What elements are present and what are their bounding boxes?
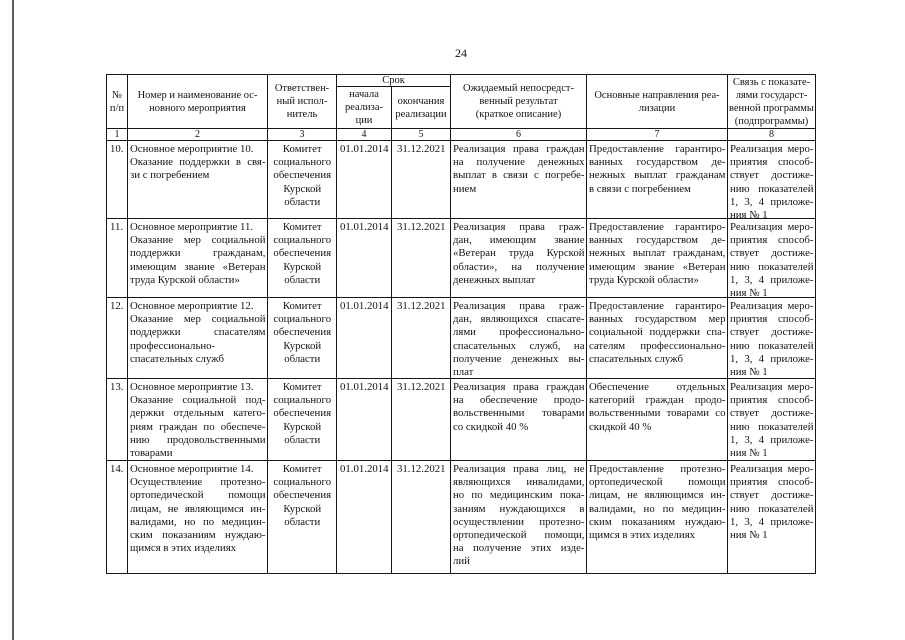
cell-expected-result xyxy=(451,141,587,219)
start-date-line: 01.01.2014 xyxy=(339,143,389,155)
cell-main-directions xyxy=(587,461,728,574)
header-term-start xyxy=(337,87,392,129)
activity-name-line: Основное мероприятие 11. xyxy=(130,221,254,233)
cell-main-directions xyxy=(587,298,728,379)
header-line: ции xyxy=(355,115,373,126)
header-line: Ответствен- xyxy=(274,83,330,94)
indicator-link-line: приятия способ- xyxy=(730,476,814,489)
activity-name-line: спасательных служб xyxy=(130,352,224,365)
cell-activity-name xyxy=(128,141,268,219)
responsible-executor-line: Комитет xyxy=(282,221,322,233)
expected-result-line: дан, имеющим звание xyxy=(453,234,585,247)
cell-row-number xyxy=(107,141,128,219)
cell-indicator-link xyxy=(728,379,816,461)
main-directions-line: Предоставление гарантиро- xyxy=(589,300,726,312)
expected-result-line: заниям нуждающихся в xyxy=(453,502,585,515)
responsible-executor-line: Курской xyxy=(283,182,322,195)
indicator-link-line: ствует достиже- xyxy=(730,247,814,260)
activity-name-line: Оказание мер социальной xyxy=(130,313,266,326)
indicator-link-line: 1, 3, 4 приложе- xyxy=(730,352,814,365)
indicator-link-line: 1, 3, 4 приложе- xyxy=(730,195,814,208)
activities-table xyxy=(106,74,816,574)
header-line: нитель xyxy=(286,109,318,120)
activity-name-line: ортопедической помощи xyxy=(130,489,266,502)
header-executor xyxy=(268,75,337,129)
cell-main-directions xyxy=(587,219,728,298)
header-expected-result xyxy=(451,75,587,129)
header-activity-name xyxy=(128,75,268,129)
activity-name-line: поддержки спасателям xyxy=(130,326,266,339)
cell-expected-result xyxy=(451,219,587,298)
expected-result-line: спасательных служб, на xyxy=(453,339,585,352)
responsible-executor-line: Курской xyxy=(283,260,322,273)
column-number: 5 xyxy=(392,129,451,141)
main-directions-line: ванных государством де- xyxy=(589,234,726,247)
responsible-executor-line: Курской xyxy=(283,339,322,352)
expected-result-line: «Ветеран труда Курской xyxy=(453,247,585,260)
expected-result-line: Реализация права лиц, не xyxy=(453,463,585,475)
indicator-link-line: ствует достиже- xyxy=(730,407,814,420)
responsible-executor-line: области xyxy=(284,273,321,286)
cell-responsible-executor xyxy=(268,379,337,461)
column-number: 1 xyxy=(107,129,128,141)
main-directions-line: труда Курской области» xyxy=(589,273,699,286)
expected-result-line: на обеспечение продо- xyxy=(453,394,585,407)
main-directions-line: нежных выплат гражданам, xyxy=(589,247,726,260)
cell-responsible-executor xyxy=(268,298,337,379)
expected-result-line: Реализация права граж- xyxy=(453,221,585,233)
activity-name-line: Оказание поддержки в свя- xyxy=(130,156,266,169)
cell-expected-result xyxy=(451,298,587,379)
header-line: Связь с показате- xyxy=(732,76,811,88)
cell-start-date xyxy=(337,219,392,298)
row-number-line: 11. xyxy=(110,221,124,233)
responsible-executor-line: Комитет xyxy=(282,381,322,393)
row-number-line: 13. xyxy=(110,381,124,393)
page-number: 24 xyxy=(455,46,467,60)
activity-name-line: нию продовольственными xyxy=(130,433,266,446)
header-line: Основные направления реа- xyxy=(594,89,720,101)
end-date-line: 31.12.2021 xyxy=(396,300,446,312)
responsible-executor-line: социального xyxy=(273,313,332,326)
responsible-executor-line: обеспечения xyxy=(273,326,332,339)
responsible-executor-line: обеспечения xyxy=(273,169,332,182)
indicator-link-line: ствует достиже- xyxy=(730,489,814,502)
responsible-executor-line: обеспечения xyxy=(273,247,332,260)
indicator-link-line: ствует достиже- xyxy=(730,169,814,182)
activity-name-line: труда Курской области» xyxy=(130,273,240,286)
row-number-line: 12. xyxy=(110,300,124,312)
cell-end-date xyxy=(392,298,451,379)
column-number: 8 xyxy=(728,129,816,141)
expected-result-line: Реализация права граждан xyxy=(453,381,585,393)
header-line: лизации xyxy=(638,102,676,114)
indicator-link-line: Реализация меро- xyxy=(730,221,814,233)
header-line: Номер и наименование ос- xyxy=(137,89,258,101)
main-directions-line: ортопедической помощи xyxy=(589,476,726,489)
responsible-executor-line: Курской xyxy=(283,420,322,433)
header-indicator-link xyxy=(728,75,816,129)
indicator-link-line: Реализация меро- xyxy=(730,143,814,155)
cell-main-directions xyxy=(587,141,728,219)
cell-indicator-link xyxy=(728,298,816,379)
cell-activity-name xyxy=(128,219,268,298)
expected-result-line: со скидкой 40 % xyxy=(453,420,529,433)
expected-result-line: Реализация права граждан xyxy=(453,143,585,155)
cell-row-number xyxy=(107,219,128,298)
activity-name-line: риям граждан по обеспече- xyxy=(130,420,266,433)
cell-activity-name xyxy=(128,298,268,379)
expected-result-line: на получение этих изде- xyxy=(453,542,585,555)
responsible-executor-line: Курской xyxy=(283,502,322,515)
cell-start-date xyxy=(337,298,392,379)
indicator-link-line: Реализация меро- xyxy=(730,381,814,393)
main-directions-line: Обеспечение отдельных xyxy=(589,381,726,393)
responsible-executor-line: обеспечения xyxy=(273,489,332,502)
cell-end-date xyxy=(392,461,451,574)
expected-result-line: денежных выплат xyxy=(453,273,536,286)
end-date-line: 31.12.2021 xyxy=(396,381,446,393)
main-directions-line: Предоставление гарантиро- xyxy=(589,221,726,233)
responsible-executor-line: социального xyxy=(273,234,332,247)
header-line: окончания xyxy=(397,95,445,107)
responsible-executor-line: обеспечения xyxy=(273,407,332,420)
cell-row-number xyxy=(107,461,128,574)
activity-name-line: Основное мероприятие 14. xyxy=(130,463,254,475)
cell-start-date xyxy=(337,379,392,461)
cell-responsible-executor xyxy=(268,141,337,219)
start-date-line: 01.01.2014 xyxy=(339,221,389,233)
cell-start-date xyxy=(337,461,392,574)
responsible-executor-line: области xyxy=(284,515,321,528)
header-line: Ожидаемый непосредст- xyxy=(463,83,574,94)
indicator-link-line: нию показателей xyxy=(730,260,814,273)
indicator-link-line: ния № 1 xyxy=(730,366,768,379)
cell-responsible-executor xyxy=(268,461,337,574)
activity-name-line: лицам, не являющимся ин- xyxy=(130,502,266,515)
main-directions-line: ванных государством мер xyxy=(589,313,726,326)
indicator-link-line: 1, 3, 4 приложе- xyxy=(730,515,814,528)
header-term: Срок xyxy=(337,75,451,87)
cell-activity-name xyxy=(128,461,268,574)
expected-result-line: плат xyxy=(453,366,474,379)
header-line: реализации xyxy=(395,108,447,120)
main-directions-line: Предоставление гарантиро- xyxy=(589,143,726,155)
expected-result-line: Реализация права граж- xyxy=(453,300,585,312)
row-number-line: 14. xyxy=(110,463,124,475)
indicator-link-line: приятия способ- xyxy=(730,234,814,247)
responsible-executor-line: Комитет xyxy=(282,463,322,475)
expected-result-line: выплат в связи с погребе- xyxy=(453,169,585,182)
responsible-executor-line: Комитет xyxy=(282,143,322,155)
main-directions-line: скидкой 40 % xyxy=(589,420,652,433)
cell-main-directions xyxy=(587,379,728,461)
responsible-executor-line: социального xyxy=(273,476,332,489)
responsible-executor-line: области xyxy=(284,352,321,365)
indicator-link-line: Реализация меро- xyxy=(730,463,814,475)
indicator-link-line: 1, 3, 4 приложе- xyxy=(730,433,814,446)
header-line: № xyxy=(111,89,123,101)
expected-result-line: на получение денежных xyxy=(453,156,585,169)
main-directions-line: Предоставление протезно- xyxy=(589,463,726,475)
start-date-line: 01.01.2014 xyxy=(339,300,389,312)
cell-start-date xyxy=(337,141,392,219)
main-directions-line: социальной поддержки спа- xyxy=(589,326,726,339)
main-directions-line: валидами, но по медицин- xyxy=(589,502,726,515)
expected-result-line: осуществлении протезно- xyxy=(453,515,585,528)
row-number-line: 10. xyxy=(110,143,124,155)
indicator-link-line: нию показателей xyxy=(730,182,814,195)
column-number: 4 xyxy=(337,129,392,141)
responsible-executor-line: социального xyxy=(273,394,332,407)
header-line: лями государст- xyxy=(735,89,808,101)
activity-name-line: щимся в этих изделиях xyxy=(130,542,237,555)
column-number: 7 xyxy=(587,129,728,141)
header-line: реализа- xyxy=(345,102,383,113)
column-number: 6 xyxy=(451,129,587,141)
indicator-link-line: приятия способ- xyxy=(730,156,814,169)
main-directions-line: спасательных служб xyxy=(589,352,683,365)
main-directions-line: сателям профессионально- xyxy=(589,339,726,352)
header-line: новного мероприятия xyxy=(149,102,246,114)
main-directions-line: ванных государством де- xyxy=(589,156,726,169)
end-date-line: 31.12.2021 xyxy=(396,221,446,233)
cell-expected-result xyxy=(451,461,587,574)
expected-result-line: нием xyxy=(453,182,477,195)
header-line: (краткое описание) xyxy=(475,109,562,120)
expected-result-line: получение денежных вы- xyxy=(453,352,585,365)
indicator-link-line: нию показателей xyxy=(730,502,814,515)
activity-name-line: Оказание социальной под- xyxy=(130,394,266,407)
activity-name-line: товарами xyxy=(130,447,173,460)
cell-indicator-link xyxy=(728,461,816,574)
indicator-link-line: ствует достиже- xyxy=(730,326,814,339)
activity-name-line: держки отдельным катего- xyxy=(130,407,266,420)
activity-name-line: валидами, но по медицин- xyxy=(130,515,266,528)
start-date-line: 01.01.2014 xyxy=(339,381,389,393)
header-line: п/п xyxy=(109,102,125,114)
cell-responsible-executor xyxy=(268,219,337,298)
cell-end-date xyxy=(392,379,451,461)
activity-name-line: поддержки гражданам, xyxy=(130,247,266,260)
cell-end-date xyxy=(392,219,451,298)
cell-end-date xyxy=(392,141,451,219)
main-directions-line: в связи с погребением xyxy=(589,182,691,195)
indicator-link-line: ния № 1 xyxy=(730,447,768,460)
indicator-link-line: ния № 1 xyxy=(730,287,768,300)
main-directions-line: вольственными товарами со xyxy=(589,407,726,420)
expected-result-line: являющихся инвалидами, xyxy=(453,476,585,489)
responsible-executor-line: Комитет xyxy=(282,300,322,312)
header-main-directions xyxy=(587,75,728,129)
cell-activity-name xyxy=(128,379,268,461)
activity-name-line: Оказание мер социальной xyxy=(130,234,266,247)
cell-row-number xyxy=(107,298,128,379)
start-date-line: 01.01.2014 xyxy=(339,463,389,475)
activity-name-line: имеющим звание «Ветеран xyxy=(130,260,266,273)
indicator-link-line: 1, 3, 4 приложе- xyxy=(730,273,814,286)
cell-indicator-link xyxy=(728,219,816,298)
activity-name-line: Основное мероприятие 12. xyxy=(130,300,254,312)
activity-name-line: Основное мероприятие 13. xyxy=(130,381,254,393)
header-line: начала xyxy=(349,89,379,100)
activity-name-line: ским показаниям нуждаю- xyxy=(130,529,266,542)
activity-name-line: профессионально- xyxy=(130,339,216,352)
responsible-executor-line: социального xyxy=(273,156,332,169)
main-directions-line: щимся в этих изделиях xyxy=(589,529,696,542)
expected-result-line: ортопедической помощи, xyxy=(453,529,585,542)
indicator-link-line: приятия способ- xyxy=(730,313,814,326)
cell-expected-result xyxy=(451,379,587,461)
expected-result-line: области», на получение xyxy=(453,260,585,273)
responsible-executor-line: области xyxy=(284,195,321,208)
main-directions-line: нежных выплат гражданам xyxy=(589,169,726,182)
activity-name-line: зи с погребением xyxy=(130,169,210,182)
expected-result-line: лий xyxy=(453,555,470,568)
header-line: ный испол- xyxy=(276,96,328,107)
scan-edge-line xyxy=(12,0,14,640)
main-directions-line: ским показаниям нуждаю- xyxy=(589,515,726,528)
header-line: венной программы xyxy=(729,102,814,114)
header-term-end xyxy=(392,87,451,129)
expected-result-line: вольственными товарами xyxy=(453,407,585,420)
column-number: 2 xyxy=(128,129,268,141)
main-directions-line: имеющим звание «Ветеран xyxy=(589,260,726,273)
main-directions-line: категорий граждан продо- xyxy=(589,394,726,407)
indicator-link-line: Реализация меро- xyxy=(730,300,814,312)
header-line: венный результат xyxy=(479,96,558,107)
expected-result-line: лями профессионально- xyxy=(453,326,585,339)
end-date-line: 31.12.2021 xyxy=(396,463,446,475)
indicator-link-line: приятия способ- xyxy=(730,394,814,407)
responsible-executor-line: области xyxy=(284,433,321,446)
expected-result-line: но по медицинским пока- xyxy=(453,489,585,502)
indicator-link-line: ния № 1 xyxy=(730,209,768,222)
activity-name-line: Основное мероприятие 10. xyxy=(130,143,254,155)
header-line: (подпрограммы) xyxy=(734,115,809,127)
cell-row-number xyxy=(107,379,128,461)
expected-result-line: дан, являющихся спасате- xyxy=(453,313,585,326)
indicator-link-line: нию показателей xyxy=(730,339,814,352)
column-number: 3 xyxy=(268,129,337,141)
cell-indicator-link xyxy=(728,141,816,222)
main-directions-line: лицам, не являющимся ин- xyxy=(589,489,726,502)
indicator-link-line: ния № 1 xyxy=(730,529,768,542)
indicator-link-line: нию показателей xyxy=(730,420,814,433)
activity-name-line: Осуществление протезно- xyxy=(130,476,266,489)
end-date-line: 31.12.2021 xyxy=(396,143,446,155)
header-number xyxy=(107,75,128,129)
